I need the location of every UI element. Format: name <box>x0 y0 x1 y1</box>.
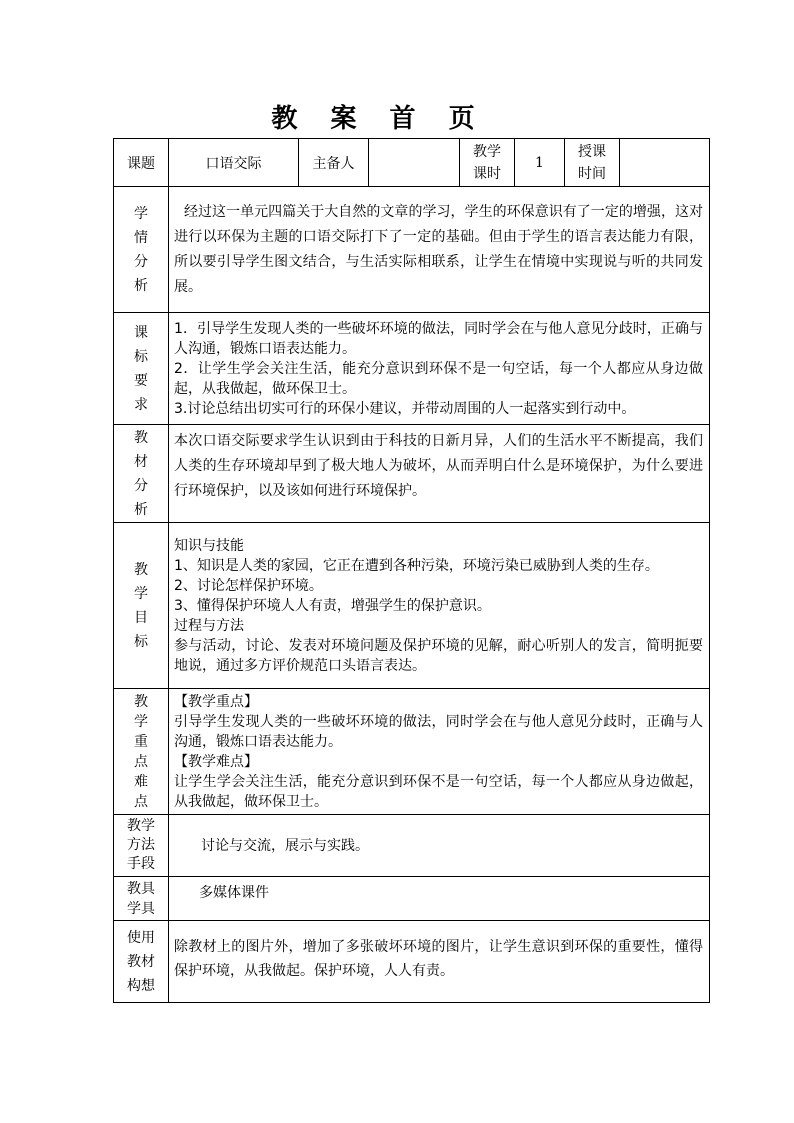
mubiao-content <box>169 523 710 689</box>
row-zhongnan <box>114 689 710 815</box>
label-char: 教 <box>134 693 148 710</box>
xueqing-content <box>169 187 710 313</box>
label-char: 学 <box>134 205 148 222</box>
jiaoju-label <box>114 877 169 921</box>
page-title: 教 案 首 页 <box>271 104 487 134</box>
hours-label-line1: 教学 <box>473 143 501 160</box>
preparer-label: 主备人 <box>299 139 369 187</box>
row-mubiao <box>114 523 710 689</box>
label-char: 标 <box>134 348 148 365</box>
label-char: 求 <box>134 396 148 413</box>
shiyong-text: 除教材上的图片外，增加了多张破坏环境的图片，让学生意识到环保的重要性，懂得保护环境，从我做起。保护环境，人人有责。 <box>174 939 703 979</box>
label-char: 课 <box>134 324 148 341</box>
row-shiyong <box>114 921 710 1003</box>
shiyong-content <box>169 921 710 1003</box>
label-word: 使用 <box>127 929 155 946</box>
kebiao-line-2: 2．让学生学会关注生活，能充分意识到环保不是一句空话，每一个人都应从身边做起，从我做起，做环保卫士。 <box>174 360 703 397</box>
kebiao-line-3: 3.讨论总结出切实可行的环保小建议，并带动周围的人一起落实到行动中。 <box>174 400 636 417</box>
label-char: 学 <box>134 713 148 730</box>
hours-label <box>460 139 515 187</box>
shiyong-label <box>114 921 169 1003</box>
label-char: 学 <box>134 585 148 602</box>
hours-value: 1 <box>515 139 565 187</box>
kebiao-content <box>169 313 710 425</box>
label-char: 点 <box>134 753 148 770</box>
label-char: 重 <box>134 733 148 750</box>
fangfa-label <box>114 815 169 877</box>
mubiao-line-1: 知识与技能 <box>174 537 244 554</box>
mubiao-line-5: 过程与方法 <box>174 617 244 634</box>
label-word: 方法 <box>127 837 155 853</box>
time-label-line2: 时间 <box>578 165 606 182</box>
header-row <box>114 139 710 187</box>
label-char: 材 <box>134 453 148 470</box>
zhongnan-key-heading: 【教学重点】 <box>174 693 258 710</box>
fangfa-content <box>169 815 710 877</box>
label-char: 析 <box>134 277 148 294</box>
label-char: 点 <box>134 793 148 810</box>
jiaocai-text: 本次口语交际要求学生认识到由于科技的日新月异，人们的生活水平不断提高，我们人类的生存环境却早到了极大地人为破坏，从而弄明白什么是环境保护，为什么要进行环境保护，以及该如何进行环境保护。 <box>174 433 703 499</box>
row-kebiao <box>114 313 710 425</box>
fangfa-text: 讨论与交流，展示与实践。 <box>201 837 369 854</box>
label-char: 标 <box>134 633 148 650</box>
label-char: 目 <box>134 609 148 626</box>
label-word: 教具 <box>127 880 155 897</box>
mubiao-line-6: 参与活动，讨论、发表对环境问题及保护环境的见解，耐心听别人的发言，简明扼要地说，通过多方评价规范口头语言表达。 <box>174 637 703 674</box>
label-char: 分 <box>134 477 148 494</box>
label-word: 手段 <box>127 856 155 872</box>
lesson-plan-table <box>113 138 710 1003</box>
row-fangfa <box>114 815 710 877</box>
label-char: 难 <box>134 773 148 790</box>
time-label <box>565 139 620 187</box>
label-char: 析 <box>134 501 148 518</box>
zhongnan-key-text: 引导学生发现人类的一些破坏环境的做法，同时学会在与他人意见分歧时，正确与人沟通，锻炼口语表达能力。 <box>174 713 703 750</box>
jiaocai-label <box>114 425 169 523</box>
preparer-value <box>369 139 460 187</box>
label-word: 构想 <box>127 977 155 994</box>
jiaoju-content <box>169 877 710 921</box>
zhongnan-difficulty-heading: 【教学难点】 <box>174 753 258 770</box>
jiaocai-content <box>169 425 710 523</box>
xueqing-text: 经过这一单元四篇关于大自然的文章的学习，学生的环保意识有了一定的增强，这对进行以环保为主题的口语交际打下了一定的基础。但由于学生的语言表达能力有限，所以要引导学生图文结合，与生活实际相联系，让学生在情境中实现说与听的共同发展。 <box>174 203 703 295</box>
mubiao-label <box>114 523 169 689</box>
label-char: 分 <box>134 253 148 270</box>
topic-label: 课题 <box>114 139 169 187</box>
time-label-line1: 授课 <box>578 143 606 160</box>
topic-value: 口语交际 <box>169 139 299 187</box>
mubiao-line-4: 3、懂得保护环境人人有责，增强学生的保护意识。 <box>174 597 491 614</box>
mubiao-line-3: 2、讨论怎样保护环境。 <box>174 577 323 594</box>
jiaoju-text: 多媒体课件 <box>199 885 269 901</box>
row-xueqing <box>114 187 710 313</box>
label-char: 教 <box>134 561 148 578</box>
row-jiaoju <box>114 877 710 921</box>
zhongnan-difficulty-text: 让学生学会关注生活，能充分意识到环保不是一句空话，每一个人都应从身边做起，从我做起，做环保卫士。 <box>174 773 703 810</box>
zhongnan-content <box>169 689 710 815</box>
label-word: 教材 <box>127 953 155 970</box>
hours-label-line2: 课时 <box>473 165 501 182</box>
label-char: 要 <box>134 372 148 389</box>
mubiao-line-2: 1、知识是人类的家园，它正在遭到各种污染，环境污染已威胁到人类的生存。 <box>174 557 659 574</box>
label-char: 情 <box>134 229 148 246</box>
label-char: 教 <box>134 429 148 446</box>
time-value <box>620 139 710 187</box>
row-jiaocai <box>114 425 710 523</box>
label-word: 教学 <box>127 818 155 834</box>
label-word: 学具 <box>127 900 155 917</box>
kebiao-label <box>114 313 169 425</box>
kebiao-line-1: 1．引导学生发现人类的一些破坏环境的做法，同时学会在与他人意见分歧时，正确与人沟通，锻炼口语表达能力。 <box>174 320 703 357</box>
zhongnan-label <box>114 689 169 815</box>
xueqing-label <box>114 187 169 313</box>
